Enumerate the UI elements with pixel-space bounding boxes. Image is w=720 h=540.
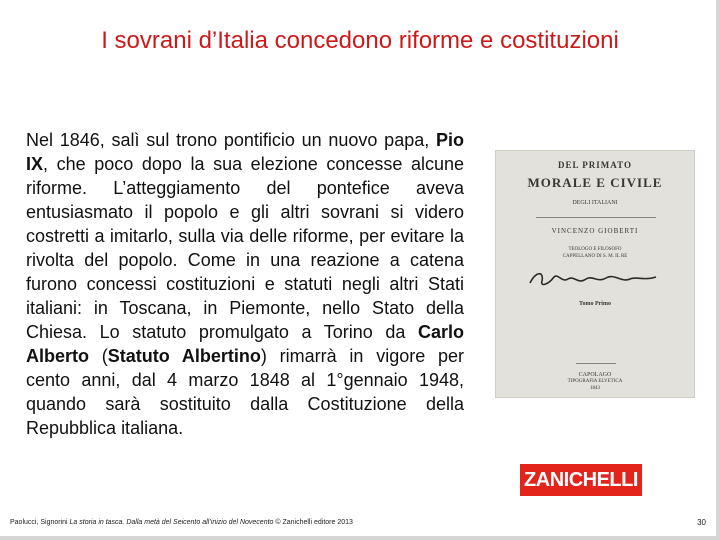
body-text-4: ) rimarrà in vigore per cento anni, dal 4 marzo 1848 al 1°gennaio 1948, quando sarà sostituito dalla Costituzione della Repubblica italiana.	[26, 346, 465, 438]
cover-rule-bottom	[576, 363, 616, 364]
cover-line-2: MORALE E CIVILE	[527, 175, 663, 190]
cover-printer: TIPOGRAFIA ELVETICA	[567, 379, 623, 384]
cover-city: CAPOLAGO	[578, 372, 612, 378]
footer-publisher: © Zanichelli editore 2013	[273, 519, 353, 526]
cover-author: VINCENZO GIOBERTI	[551, 227, 639, 235]
cover-line-6: CAPPELLANO DI S. M. IL RE	[562, 254, 628, 259]
footer-credits	[10, 519, 570, 526]
slide-title: I sovrani d’Italia concedono riforme e costituzioni	[101, 27, 619, 54]
body-text-2: , che poco dopo la sua elezione concesse alcune riforme. L’atteggiamento del pontefice aveva entusiasmato il popolo e gli altri sovrani si videro costretti a imitarlo, sulla via delle riforme, per evitare la rivolta del popolo. Come in una reazione a catena furono concessi costituzioni e statuti negli altri Stati italiani: in Toscana, in Piemonte, nello Stato della Chiesa. Lo statuto promulgato a Torino da	[26, 154, 464, 342]
cover-line-3: DEGLI ITALIANI	[572, 200, 618, 206]
body-text-1: Nel 1846, salì sul trono pontificio un nuovo papa,	[26, 130, 436, 150]
body-bold-statuto-albertino: Statuto Albertino	[107, 346, 261, 366]
book-cover-image	[495, 150, 695, 398]
page-number: 30	[697, 518, 706, 527]
footer-book-title: La storia in tasca. Dalla metà del Seicento all’inizio del Novecento	[69, 519, 274, 526]
cover-line-5: TEOLOGO E FILOSOFO	[568, 247, 622, 252]
body-text-3: (	[89, 346, 108, 366]
body-bold-carlo-alberto: Carlo Alberto	[26, 322, 464, 366]
cover-year: 1843	[590, 386, 600, 391]
handwritten-signature	[526, 267, 666, 291]
cover-line-1: DEL PRIMATO	[558, 160, 632, 170]
cover-volume: Tomo Primo	[579, 301, 611, 307]
cover-rule	[536, 217, 656, 218]
body-paragraph	[26, 128, 464, 440]
footer-authors: Paolucci, Signorini	[10, 519, 70, 526]
zanichelli-logo: ZANICHELLI	[520, 464, 642, 496]
body-bold-pio-ix: Pio IX	[26, 130, 464, 174]
